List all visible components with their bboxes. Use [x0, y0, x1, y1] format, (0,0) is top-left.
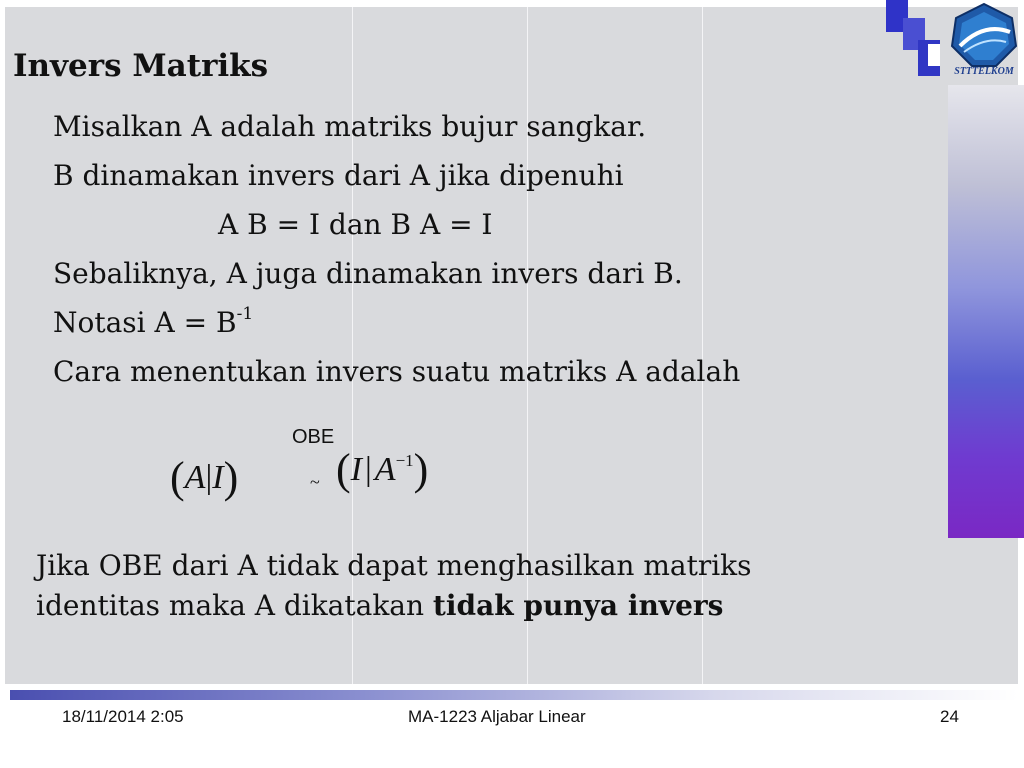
notation-line — [53, 303, 254, 339]
footer-divider — [10, 690, 1018, 700]
matrix-bar: | — [205, 459, 213, 496]
conclusion-prefix: identitas maka A dikatakan — [36, 589, 433, 622]
conclusion-emphasis: tidak punya invers — [432, 589, 724, 622]
inverse-exponent: −1 — [395, 451, 414, 470]
matrix-i: I — [350, 451, 362, 488]
obe-label: OBE — [292, 426, 335, 448]
text-line-6: Cara menentukan invers suatu matriks A adalah — [53, 355, 741, 388]
conclusion-text — [36, 546, 752, 626]
matrix-a: A — [374, 451, 396, 488]
open-paren: ( — [170, 453, 185, 502]
text-line-2: B dinamakan invers dari A jika dipenuhi — [53, 159, 624, 192]
close-paren: ) — [223, 453, 239, 502]
footer-page-number: 24 — [940, 707, 959, 726]
notation-superscript: -1 — [236, 303, 254, 324]
matrix-i: I — [212, 459, 224, 496]
footer-date: 18/11/2014 2:05 — [62, 707, 184, 726]
equation-line: A B = I dan B A = I — [218, 208, 493, 241]
open-paren: ( — [336, 445, 351, 494]
decorative-square — [928, 44, 940, 66]
augmented-matrix-right — [336, 444, 428, 495]
slide-title: Invers Matriks — [13, 48, 269, 84]
augmented-matrix-left — [170, 452, 238, 503]
row-equivalent-symbol: ~ — [310, 472, 320, 492]
conclusion-line-1: Jika OBE dari A tidak dapat menghasilkan matriks — [36, 549, 752, 582]
close-paren: ) — [413, 445, 429, 494]
matrix-bar: | — [364, 451, 372, 488]
text-line-1: Misalkan A adalah matriks bujur sangkar. — [53, 110, 647, 143]
notation-text: Notasi A = B — [53, 306, 237, 339]
footer-course: MA-1223 Aljabar Linear — [408, 707, 586, 726]
logo-text: STTTELKOM — [954, 66, 1014, 77]
sttelkom-logo — [946, 2, 1022, 80]
conclusion-line-2 — [36, 586, 752, 626]
text-line-4: Sebaliknya, A juga dinamakan invers dari B. — [53, 257, 683, 290]
decorative-gradient-bar — [948, 85, 1024, 538]
matrix-a: A — [184, 459, 206, 496]
